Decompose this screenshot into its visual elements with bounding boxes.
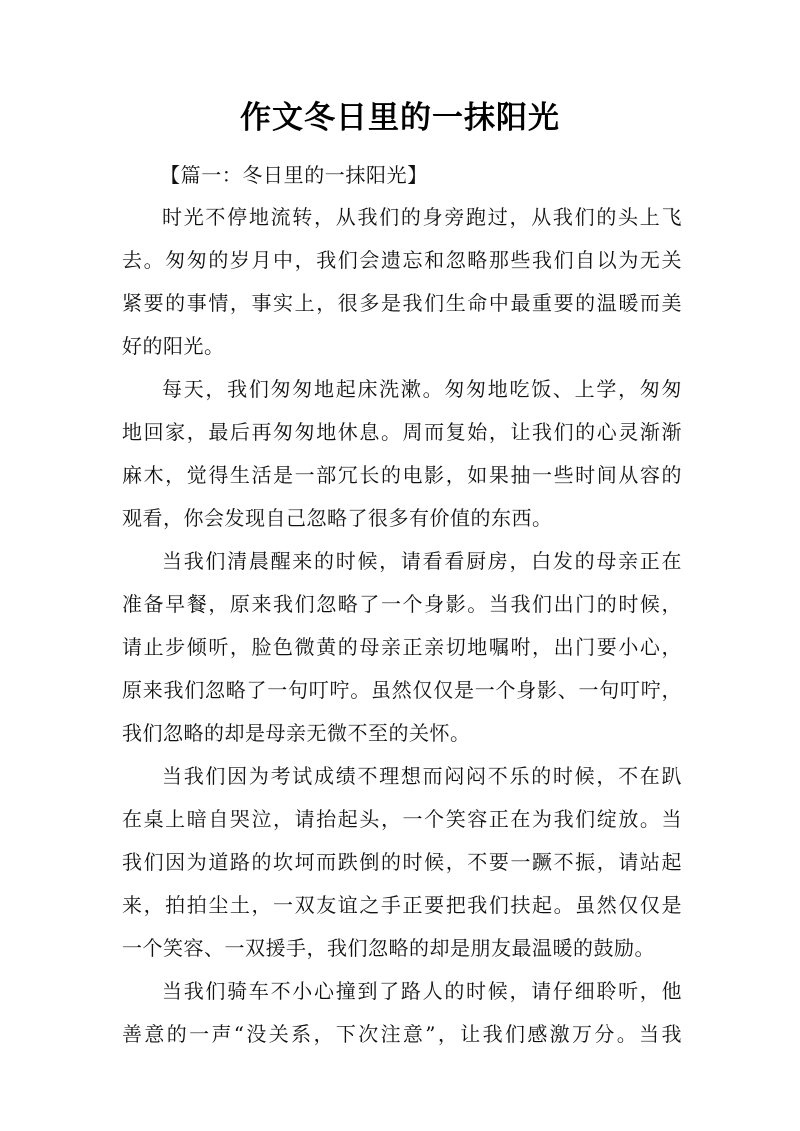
section-heading: 【篇一：冬日里的一抹阳光】 — [160, 163, 428, 187]
text-line: 当我们清晨醒来的时候，请看看厨房，白发的母亲正在 — [162, 549, 682, 573]
text-line: 来，拍拍尘土，一双友谊之手正要把我们扶起。虽然仅仅是 — [122, 893, 682, 917]
text-line: 一个笑容、一双援手，我们忽略的却是朋友最温暖的鼓励。 — [122, 936, 655, 960]
text-line: 去。匆匆的岁月中，我们会遗忘和忽略那些我们自以为无关 — [122, 248, 682, 272]
text-line: 在桌上暗自哭泣，请抬起头，一个笑容正在为我们绽放。当 — [122, 807, 682, 831]
text-line: 好的阳光。 — [122, 334, 225, 358]
text-line: 麻木，觉得生活是一部冗长的电影，如果抽一些时间从容的 — [122, 463, 682, 487]
text-line: 当我们骑车不小心撞到了路人的时候，请仔细聆听，他 — [162, 979, 682, 1003]
text-line: 时光不停地流转，从我们的身旁跑过，从我们的头上飞 — [162, 205, 682, 229]
text-line: 善意的一声“没关系，下次注意”，让我们感激万分。当我 — [122, 1022, 682, 1046]
paragraph-1 — [122, 196, 682, 368]
text-line: 准备早餐，原来我们忽略了一个身影。当我们出门的时候， — [122, 592, 682, 616]
paragraph-4 — [122, 755, 682, 970]
text-line: 每天，我们匆匆地起床洗漱。匆匆地吃饭、上学，匆匆 — [162, 377, 682, 401]
text-line: 我们因为道路的坎坷而跌倒的时候，不要一蹶不振，请站起 — [122, 850, 682, 874]
paragraph-5 — [122, 970, 682, 1056]
text-line: 紧要的事情，事实上，很多是我们生命中最重要的温暖而美 — [122, 291, 682, 315]
paragraph-3 — [122, 540, 682, 755]
paragraph-2 — [122, 368, 682, 540]
text-line: 当我们因为考试成绩不理想而闷闷不乐的时候，不在趴 — [162, 764, 682, 788]
text-line: 原来我们忽略了一句叮咛。虽然仅仅是一个身影、一句叮咛， — [122, 678, 682, 702]
text-line: 请止步倾听，脸色微黄的母亲正亲切地嘱咐，出门要小心， — [122, 635, 682, 659]
document-title: 作文冬日里的一抹阳光 — [240, 100, 560, 136]
document-body — [122, 154, 682, 1056]
text-line: 地回家，最后再匆匆地休息。周而复始，让我们的心灵渐渐 — [122, 420, 682, 444]
text-line: 我们忽略的却是母亲无微不至的关怀。 — [122, 721, 471, 745]
text-line: 观看，你会发现自己忽略了很多有价值的东西。 — [122, 506, 553, 530]
